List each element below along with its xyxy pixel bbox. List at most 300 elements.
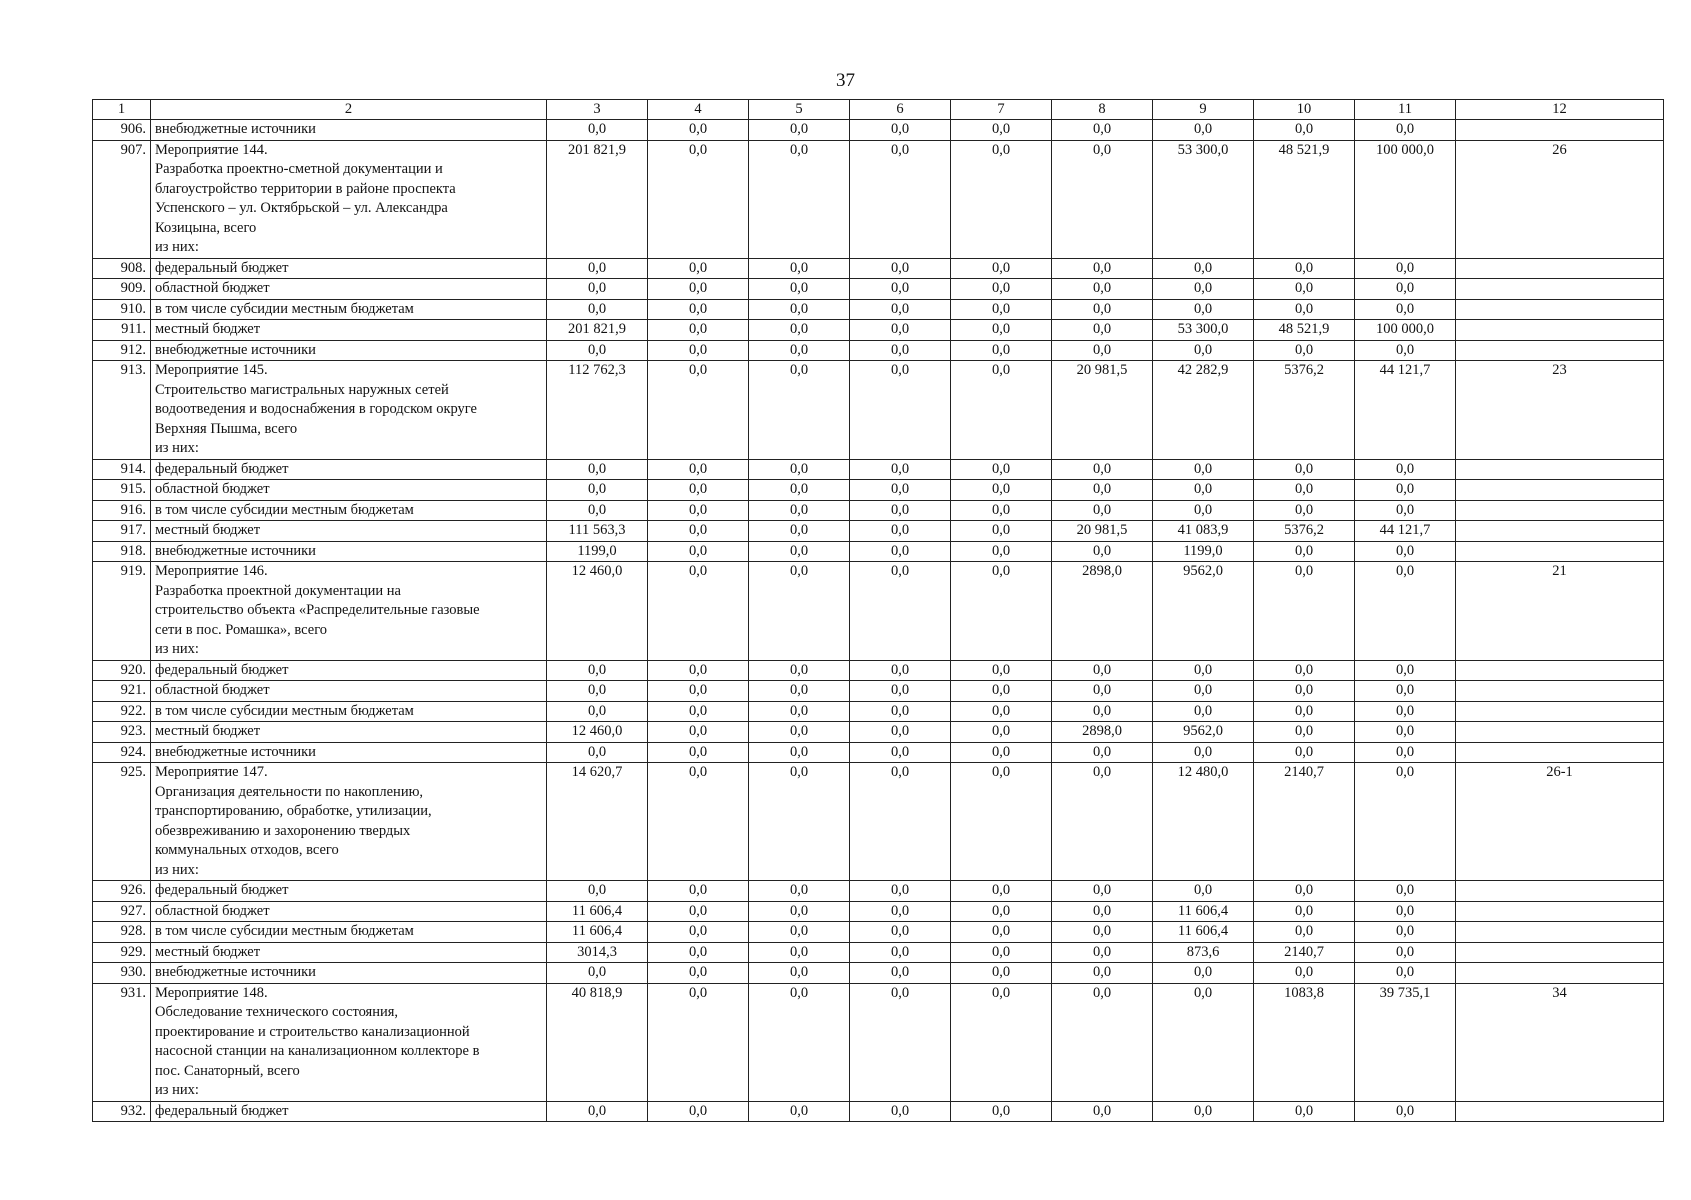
description-line: местный бюджет <box>155 723 261 739</box>
value-cell: 0,0 <box>850 681 951 702</box>
value-cell: 0,0 <box>951 500 1052 521</box>
table-row <box>93 361 1664 460</box>
row-description <box>151 922 547 943</box>
description-line: федеральный бюджет <box>155 460 289 477</box>
value-cell: 0,0 <box>951 701 1052 722</box>
description-line: Строительство магистральных наружных сетей <box>155 381 449 398</box>
value-cell: 20 981,5 <box>1052 521 1153 542</box>
value-cell: 0,0 <box>749 320 850 341</box>
value-cell: 0,0 <box>547 480 648 501</box>
value-cell: 0,0 <box>1153 480 1254 501</box>
table-row <box>93 660 1664 681</box>
reference-cell <box>1456 701 1664 722</box>
value-cell: 0,0 <box>1052 763 1153 881</box>
description-line: областной бюджет <box>155 682 270 698</box>
value-cell: 0,0 <box>850 521 951 542</box>
value-cell: 0,0 <box>1355 340 1456 361</box>
row-description <box>151 983 547 1101</box>
value-cell: 0,0 <box>1052 320 1153 341</box>
value-cell: 0,0 <box>1355 722 1456 743</box>
row-description <box>151 1101 547 1122</box>
value-cell: 0,0 <box>1254 258 1355 279</box>
value-cell: 0,0 <box>547 742 648 763</box>
row-description <box>151 742 547 763</box>
value-cell: 0,0 <box>1355 480 1456 501</box>
header-cell: 4 <box>648 100 749 120</box>
value-cell: 0,0 <box>1052 500 1153 521</box>
value-cell: 0,0 <box>951 541 1052 562</box>
row-number: 932. <box>93 1101 151 1122</box>
value-cell: 0,0 <box>648 340 749 361</box>
value-cell: 0,0 <box>1052 459 1153 480</box>
value-cell: 12 480,0 <box>1153 763 1254 881</box>
value-cell: 0,0 <box>648 320 749 341</box>
value-cell: 0,0 <box>951 681 1052 702</box>
value-cell: 0,0 <box>951 140 1052 258</box>
value-cell: 0,0 <box>850 120 951 141</box>
value-cell: 0,0 <box>1052 1101 1153 1122</box>
description-line: Успенского – ул. Октябрьской – ул. Александра <box>155 200 448 216</box>
value-cell: 0,0 <box>951 942 1052 963</box>
value-cell: 0,0 <box>951 320 1052 341</box>
row-description <box>151 320 547 341</box>
description-line: внебюджетные источники <box>155 743 316 760</box>
value-cell: 0,0 <box>951 258 1052 279</box>
value-cell: 0,0 <box>1052 983 1153 1101</box>
value-cell: 0,0 <box>1254 340 1355 361</box>
value-cell: 1199,0 <box>1153 541 1254 562</box>
reference-cell <box>1456 459 1664 480</box>
value-cell: 0,0 <box>1052 922 1153 943</box>
value-cell: 0,0 <box>951 881 1052 902</box>
value-cell: 0,0 <box>1052 660 1153 681</box>
header-cell: 9 <box>1153 100 1254 120</box>
value-cell: 0,0 <box>850 140 951 258</box>
value-cell: 14 620,7 <box>547 763 648 881</box>
value-cell: 0,0 <box>951 660 1052 681</box>
row-description <box>151 258 547 279</box>
value-cell: 1199,0 <box>547 541 648 562</box>
row-description <box>151 942 547 963</box>
table-row <box>93 459 1664 480</box>
value-cell: 0,0 <box>1254 279 1355 300</box>
value-cell: 39 735,1 <box>1355 983 1456 1101</box>
value-cell: 0,0 <box>648 963 749 984</box>
value-cell: 0,0 <box>648 1101 749 1122</box>
row-number: 924. <box>93 742 151 763</box>
row-number: 909. <box>93 279 151 300</box>
reference-cell: 34 <box>1456 983 1664 1101</box>
description-line: строительство объекта «Распределительные газовые <box>155 602 480 618</box>
value-cell: 0,0 <box>850 480 951 501</box>
value-cell: 0,0 <box>1052 480 1153 501</box>
description-line: Обследование технического состояния, <box>155 1004 399 1020</box>
value-cell: 0,0 <box>749 480 850 501</box>
reference-cell <box>1456 1101 1664 1122</box>
value-cell: 0,0 <box>1052 258 1153 279</box>
description-line: Мероприятие 145. <box>155 362 268 378</box>
description-line: из них: <box>155 239 199 255</box>
description-line: обезвреживанию и захоронению твердых <box>155 822 411 839</box>
description-line: в том числе субсидии местным бюджетам <box>155 300 414 317</box>
value-cell: 12 460,0 <box>547 722 648 743</box>
value-cell: 0,0 <box>850 258 951 279</box>
value-cell: 0,0 <box>1355 120 1456 141</box>
value-cell: 0,0 <box>1153 279 1254 300</box>
row-description <box>151 881 547 902</box>
value-cell: 0,0 <box>1153 701 1254 722</box>
row-description <box>151 361 547 460</box>
value-cell: 0,0 <box>1355 942 1456 963</box>
value-cell: 0,0 <box>850 500 951 521</box>
value-cell: 0,0 <box>1052 742 1153 763</box>
value-cell: 0,0 <box>951 983 1052 1101</box>
value-cell: 0,0 <box>749 722 850 743</box>
value-cell: 0,0 <box>547 500 648 521</box>
reference-cell: 26 <box>1456 140 1664 258</box>
description-line: благоустройство территории в районе проспекта <box>155 180 456 197</box>
value-cell: 0,0 <box>850 541 951 562</box>
row-description <box>151 500 547 521</box>
value-cell: 0,0 <box>850 320 951 341</box>
row-number: 912. <box>93 340 151 361</box>
value-cell: 0,0 <box>749 140 850 258</box>
value-cell: 0,0 <box>951 521 1052 542</box>
value-cell: 0,0 <box>749 881 850 902</box>
description-line: Верхняя Пышма, всего <box>155 420 298 437</box>
value-cell: 0,0 <box>749 258 850 279</box>
value-cell: 0,0 <box>850 763 951 881</box>
table-row <box>93 562 1664 661</box>
reference-cell <box>1456 722 1664 743</box>
description-line: насосной станции на канализационном коллекторе в <box>155 1043 480 1059</box>
value-cell: 12 460,0 <box>547 562 648 661</box>
value-cell: 0,0 <box>1052 541 1153 562</box>
value-cell: 0,0 <box>547 340 648 361</box>
value-cell: 2898,0 <box>1052 722 1153 743</box>
reference-cell: 21 <box>1456 562 1664 661</box>
table-row <box>93 942 1664 963</box>
value-cell: 0,0 <box>850 660 951 681</box>
reference-cell <box>1456 541 1664 562</box>
table-row <box>93 963 1664 984</box>
value-cell: 0,0 <box>648 983 749 1101</box>
value-cell: 0,0 <box>1355 881 1456 902</box>
value-cell: 0,0 <box>1052 701 1153 722</box>
table-row <box>93 521 1664 542</box>
row-description <box>151 963 547 984</box>
value-cell: 0,0 <box>547 299 648 320</box>
reference-cell: 26-1 <box>1456 763 1664 881</box>
value-cell: 0,0 <box>1153 1101 1254 1122</box>
table-row <box>93 279 1664 300</box>
row-description <box>151 541 547 562</box>
row-number: 923. <box>93 722 151 743</box>
value-cell: 0,0 <box>749 742 850 763</box>
value-cell: 0,0 <box>1254 299 1355 320</box>
value-cell: 0,0 <box>648 701 749 722</box>
value-cell: 0,0 <box>951 279 1052 300</box>
value-cell: 0,0 <box>749 901 850 922</box>
value-cell: 0,0 <box>1355 562 1456 661</box>
value-cell: 0,0 <box>749 763 850 881</box>
value-cell: 0,0 <box>648 500 749 521</box>
table-row <box>93 500 1664 521</box>
reference-cell <box>1456 681 1664 702</box>
value-cell: 0,0 <box>547 963 648 984</box>
value-cell: 0,0 <box>1355 681 1456 702</box>
description-line: транспортированию, обработке, утилизации, <box>155 803 432 819</box>
value-cell: 0,0 <box>749 1101 850 1122</box>
value-cell: 0,0 <box>1153 299 1254 320</box>
value-cell: 201 821,9 <box>547 320 648 341</box>
value-cell: 0,0 <box>1153 459 1254 480</box>
value-cell: 44 121,7 <box>1355 521 1456 542</box>
value-cell: 0,0 <box>850 299 951 320</box>
value-cell: 0,0 <box>547 1101 648 1122</box>
value-cell: 0,0 <box>951 922 1052 943</box>
row-description <box>151 660 547 681</box>
table-row <box>93 701 1664 722</box>
value-cell: 0,0 <box>648 140 749 258</box>
row-number: 927. <box>93 901 151 922</box>
row-description <box>151 562 547 661</box>
value-cell: 201 821,9 <box>547 140 648 258</box>
value-cell: 2140,7 <box>1254 763 1355 881</box>
value-cell: 0,0 <box>749 361 850 460</box>
value-cell: 53 300,0 <box>1153 140 1254 258</box>
value-cell: 41 083,9 <box>1153 521 1254 542</box>
value-cell: 0,0 <box>1052 881 1153 902</box>
value-cell: 0,0 <box>648 881 749 902</box>
value-cell: 0,0 <box>648 722 749 743</box>
row-number: 931. <box>93 983 151 1101</box>
value-cell: 0,0 <box>1355 660 1456 681</box>
value-cell: 0,0 <box>1153 742 1254 763</box>
table-row <box>93 480 1664 501</box>
value-cell: 0,0 <box>749 942 850 963</box>
value-cell: 3014,3 <box>547 942 648 963</box>
description-line: областной бюджет <box>155 280 270 296</box>
row-description <box>151 480 547 501</box>
reference-cell <box>1456 963 1664 984</box>
value-cell: 0,0 <box>951 480 1052 501</box>
table-row <box>93 258 1664 279</box>
value-cell: 112 762,3 <box>547 361 648 460</box>
row-description <box>151 279 547 300</box>
description-line: внебюджетные источники <box>155 542 316 559</box>
table-row <box>93 299 1664 320</box>
value-cell: 0,0 <box>547 459 648 480</box>
value-cell: 0,0 <box>850 279 951 300</box>
table-row <box>93 1101 1664 1122</box>
header-cell: 3 <box>547 100 648 120</box>
table-row <box>93 742 1664 763</box>
description-line: из них: <box>155 641 199 657</box>
row-description <box>151 701 547 722</box>
table-row <box>93 983 1664 1101</box>
table-row <box>93 922 1664 943</box>
value-cell: 0,0 <box>1052 140 1153 258</box>
value-cell: 0,0 <box>1052 963 1153 984</box>
value-cell: 0,0 <box>648 120 749 141</box>
value-cell: 0,0 <box>749 299 850 320</box>
value-cell: 0,0 <box>749 120 850 141</box>
description-line: Козицына, всего <box>155 219 257 236</box>
value-cell: 0,0 <box>749 701 850 722</box>
value-cell: 2898,0 <box>1052 562 1153 661</box>
reference-cell <box>1456 258 1664 279</box>
description-line: Организация деятельности по накоплению, <box>155 783 424 800</box>
value-cell: 0,0 <box>1153 660 1254 681</box>
row-number: 921. <box>93 681 151 702</box>
value-cell: 0,0 <box>1153 258 1254 279</box>
row-number: 910. <box>93 299 151 320</box>
value-cell: 0,0 <box>749 500 850 521</box>
value-cell: 0,0 <box>951 459 1052 480</box>
value-cell: 0,0 <box>749 963 850 984</box>
value-cell: 0,0 <box>1254 681 1355 702</box>
row-number: 906. <box>93 120 151 141</box>
value-cell: 11 606,4 <box>1153 901 1254 922</box>
value-cell: 0,0 <box>850 361 951 460</box>
value-cell: 5376,2 <box>1254 521 1355 542</box>
value-cell: 0,0 <box>648 742 749 763</box>
budget-table <box>92 99 1664 1122</box>
table-row <box>93 722 1664 743</box>
table-row <box>93 881 1664 902</box>
value-cell: 0,0 <box>1052 942 1153 963</box>
value-cell: 0,0 <box>951 763 1052 881</box>
value-cell: 0,0 <box>951 562 1052 661</box>
description-line: Мероприятие 147. <box>155 764 268 780</box>
value-cell: 0,0 <box>1153 881 1254 902</box>
value-cell: 0,0 <box>1052 299 1153 320</box>
row-description <box>151 120 547 141</box>
value-cell: 0,0 <box>1153 963 1254 984</box>
value-cell: 0,0 <box>951 722 1052 743</box>
value-cell: 0,0 <box>1355 742 1456 763</box>
row-number: 926. <box>93 881 151 902</box>
value-cell: 0,0 <box>1052 340 1153 361</box>
header-cell: 6 <box>850 100 951 120</box>
value-cell: 0,0 <box>648 258 749 279</box>
value-cell: 0,0 <box>547 279 648 300</box>
row-number: 915. <box>93 480 151 501</box>
value-cell: 0,0 <box>1052 681 1153 702</box>
value-cell: 0,0 <box>547 120 648 141</box>
value-cell: 9562,0 <box>1153 722 1254 743</box>
reference-cell <box>1456 922 1664 943</box>
value-cell: 0,0 <box>1254 541 1355 562</box>
header-cell: 1 <box>93 100 151 120</box>
value-cell: 0,0 <box>749 521 850 542</box>
value-cell: 873,6 <box>1153 942 1254 963</box>
value-cell: 0,0 <box>951 901 1052 922</box>
row-number: 914. <box>93 459 151 480</box>
value-cell: 0,0 <box>1254 901 1355 922</box>
value-cell: 0,0 <box>1254 660 1355 681</box>
row-number: 920. <box>93 660 151 681</box>
value-cell: 0,0 <box>850 983 951 1101</box>
value-cell: 0,0 <box>951 340 1052 361</box>
value-cell: 0,0 <box>749 279 850 300</box>
value-cell: 0,0 <box>1254 922 1355 943</box>
value-cell: 48 521,9 <box>1254 140 1355 258</box>
row-description <box>151 763 547 881</box>
description-line: Мероприятие 144. <box>155 141 268 158</box>
table-body <box>93 120 1664 1122</box>
description-line: из них: <box>155 1082 199 1098</box>
header-cell: 2 <box>151 100 547 120</box>
description-line: Разработка проектной документации на <box>155 582 401 599</box>
value-cell: 0,0 <box>547 881 648 902</box>
value-cell: 0,0 <box>1254 480 1355 501</box>
description-line: в том числе субсидии местным бюджетам <box>155 702 414 719</box>
value-cell: 0,0 <box>850 722 951 743</box>
reference-cell <box>1456 521 1664 542</box>
reference-cell <box>1456 120 1664 141</box>
value-cell: 0,0 <box>1153 340 1254 361</box>
value-cell: 0,0 <box>850 942 951 963</box>
description-line: Мероприятие 148. <box>155 984 268 1001</box>
value-cell: 0,0 <box>648 521 749 542</box>
value-cell: 0,0 <box>648 459 749 480</box>
value-cell: 0,0 <box>648 361 749 460</box>
reference-cell <box>1456 320 1664 341</box>
row-number: 917. <box>93 521 151 542</box>
table-row <box>93 120 1664 141</box>
value-cell: 0,0 <box>648 299 749 320</box>
table-row <box>93 140 1664 258</box>
value-cell: 0,0 <box>1355 541 1456 562</box>
row-description <box>151 140 547 258</box>
row-number: 919. <box>93 562 151 661</box>
description-line: водоотведения и водоснабжения в городском округе <box>155 401 477 417</box>
row-number: 908. <box>93 258 151 279</box>
row-description <box>151 722 547 743</box>
reference-cell: 23 <box>1456 361 1664 460</box>
value-cell: 0,0 <box>648 901 749 922</box>
table-row <box>93 320 1664 341</box>
description-line: внебюджетные источники <box>155 341 316 358</box>
description-line: местный бюджет <box>155 321 261 337</box>
value-cell: 0,0 <box>648 279 749 300</box>
description-line: из них: <box>155 861 199 878</box>
value-cell: 0,0 <box>951 1101 1052 1122</box>
value-cell: 0,0 <box>1052 279 1153 300</box>
value-cell: 0,0 <box>749 459 850 480</box>
value-cell: 0,0 <box>1052 901 1153 922</box>
description-line: местный бюджет <box>155 522 261 538</box>
value-cell: 2140,7 <box>1254 942 1355 963</box>
value-cell: 0,0 <box>749 562 850 661</box>
header-cell: 5 <box>749 100 850 120</box>
reference-cell <box>1456 279 1664 300</box>
row-number: 929. <box>93 942 151 963</box>
header-cell: 11 <box>1355 100 1456 120</box>
row-description <box>151 521 547 542</box>
value-cell: 11 606,4 <box>1153 922 1254 943</box>
value-cell: 0,0 <box>1254 459 1355 480</box>
row-description <box>151 299 547 320</box>
value-cell: 0,0 <box>850 742 951 763</box>
value-cell: 11 606,4 <box>547 901 648 922</box>
value-cell: 9562,0 <box>1153 562 1254 661</box>
value-cell: 0,0 <box>749 340 850 361</box>
row-description <box>151 901 547 922</box>
description-line: внебюджетные источники <box>155 964 316 980</box>
